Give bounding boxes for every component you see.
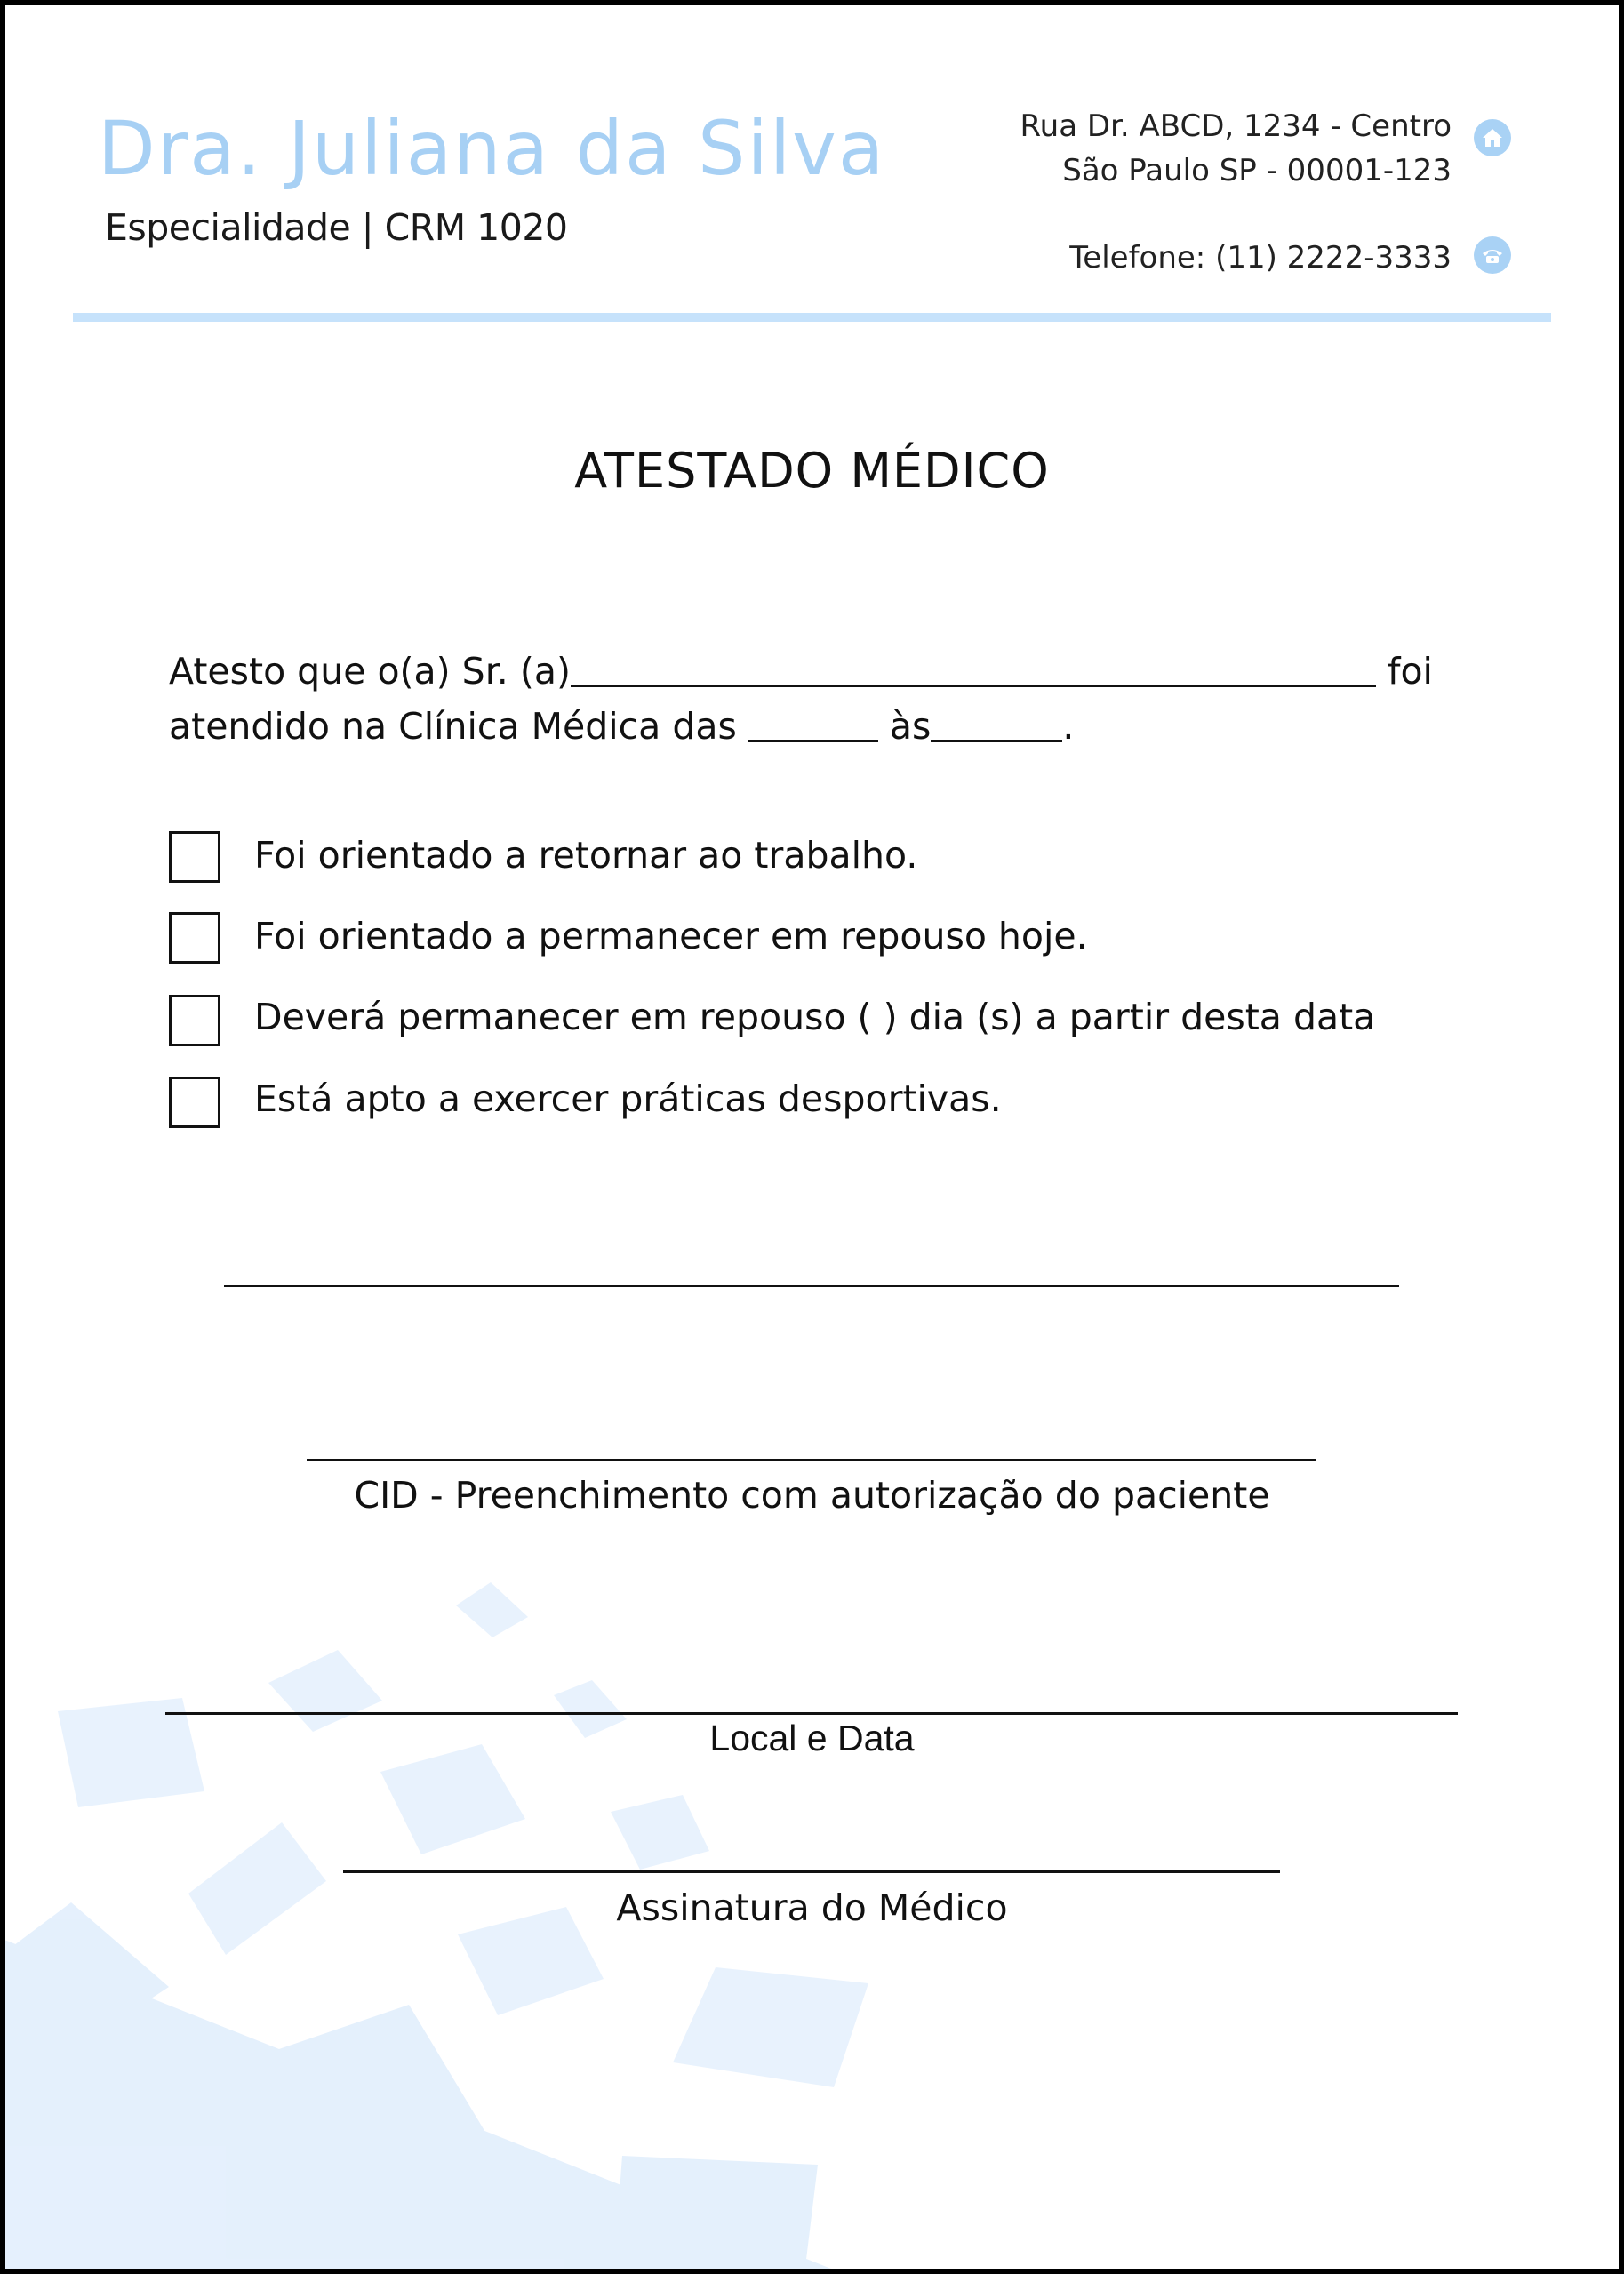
line2-start: atendido na Clínica Médica das: [169, 705, 737, 748]
phone-icon: [1474, 236, 1511, 274]
end-time-field[interactable]: [931, 701, 1062, 742]
statement-start: Atesto que o(a) Sr. (a): [169, 650, 571, 693]
option-label-return-work: Foi orientado a retornar ao trabalho.: [254, 834, 918, 877]
signature-line[interactable]: [343, 1870, 1280, 1873]
option-checkbox-rest-days[interactable]: [169, 995, 220, 1046]
local-date-line[interactable]: [165, 1712, 1458, 1715]
option-label-sports: Está apto a exercer práticas desportivas.: [254, 1077, 1002, 1120]
signature-label: Assinatura do Médico: [616, 1886, 1008, 1929]
doctor-name: Dra. Juliana da Silva: [98, 105, 886, 192]
option-checkbox-return-work[interactable]: [169, 831, 220, 883]
phone-number: Telefone: (11) 2222-3333: [1069, 240, 1452, 276]
statement-line-2: [169, 701, 1074, 748]
document-title: ATESTADO MÉDICO: [574, 443, 1050, 499]
option-label-rest-days: Deverá permanecer em repouso ( ) dia (s) a partir desta data: [254, 996, 1376, 1038]
address-line-2: São Paulo SP - 00001-123: [1062, 153, 1452, 188]
line2-end: .: [1062, 705, 1075, 748]
option-checkbox-rest-today[interactable]: [169, 912, 220, 964]
statement-line-1: [169, 645, 1433, 693]
statement-end: foi: [1388, 650, 1433, 693]
start-time-field[interactable]: [748, 701, 878, 742]
option-checkbox-sports[interactable]: [169, 1077, 220, 1128]
cid-label: CID - Preenchimento com autorização do paciente: [354, 1474, 1270, 1517]
home-icon: [1474, 119, 1511, 156]
patient-name-field[interactable]: [571, 645, 1376, 687]
option-label-rest-today: Foi orientado a permanecer em repouso hoje.: [254, 915, 1088, 957]
local-date-label: Local e Data: [709, 1718, 915, 1758]
doctor-specialty: Especialidade | CRM 1020: [105, 206, 568, 249]
cid-field-line[interactable]: [307, 1459, 1316, 1461]
notes-line[interactable]: [224, 1285, 1399, 1287]
header-divider: [73, 313, 1551, 322]
address-line-1: Rua Dr. ABCD, 1234 - Centro: [1020, 108, 1452, 144]
line2-mid: às: [889, 705, 932, 748]
